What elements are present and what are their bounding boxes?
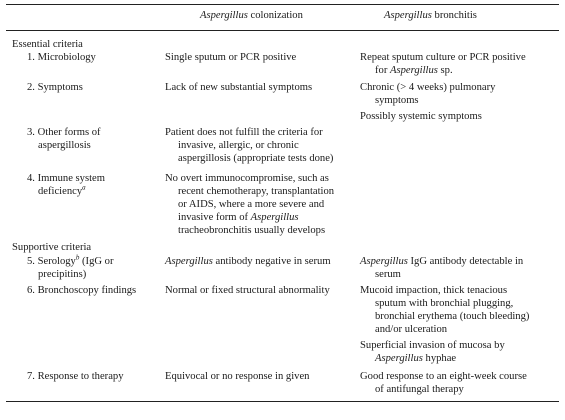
bronchitis-bronchoscopy-line2: sputum with bronchial plugging, — [375, 298, 514, 309]
colonization-other-forms-line2: invasive, allergic, or chronic — [178, 140, 299, 151]
criterion-other-forms-line1: 3. Other forms of — [27, 127, 101, 138]
criterion-microbiology: 1. Microbiology — [27, 52, 96, 63]
bronchitis-microbiology-line1: Repeat sputum culture or PCR positive — [360, 52, 526, 63]
header-colonization: Aspergillus colonization — [200, 10, 303, 21]
criterion-therapy: 7. Response to therapy — [27, 371, 124, 382]
bronchitis-serology-line2: serum — [375, 269, 401, 280]
colonization-immune-line2: recent chemotherapy, transplantation — [178, 186, 335, 197]
bronchitis-symptoms-line1: Chronic (> 4 weeks) pulmonary — [360, 82, 496, 93]
bronchitis-bronchoscopy-line6: Aspergillus hyphae — [375, 353, 457, 364]
colonization-immune-line5: tracheobronchitis usually develops — [178, 225, 326, 236]
criterion-symptoms: 2. Symptoms — [27, 82, 83, 93]
header-bronchitis: Aspergillus bronchitis — [384, 10, 477, 21]
bronchitis-symptoms-line3: Possibly systemic symptoms — [360, 111, 482, 122]
criterion-immune-line2: deficiency$^a$ — [38, 183, 86, 197]
colonization-bronchoscopy: Normal or fixed structural abnormality — [165, 285, 330, 296]
top-rule — [6, 4, 559, 5]
colonization-other-forms-line3: aspergillosis (appropriate tests done) — [178, 153, 334, 164]
criterion-serology-line2: precipitins) — [38, 269, 87, 280]
criterion-bronchoscopy: 6. Bronchoscopy findings — [27, 285, 137, 296]
colonization-immune-line3: or AIDS, where a more severe and — [178, 199, 325, 210]
bronchitis-bronchoscopy-line1: Mucoid impaction, thick tenacious — [360, 285, 508, 296]
colonization-immune-line4: invasive form of Aspergillus — [178, 212, 299, 223]
colonization-therapy: Equivocal or no response in given — [165, 371, 310, 382]
bronchitis-therapy-line1: Good response to an eight-week course — [360, 371, 527, 382]
section-supportive: Supportive criteria — [12, 242, 92, 253]
colonization-serology: Aspergillus antibody negative in serum — [165, 256, 331, 267]
bronchitis-bronchoscopy-line5: Superficial invasion of mucosa by — [360, 340, 505, 351]
criterion-serology-line1: 5. Serology$^b$ (IgG or — [27, 253, 114, 267]
colonization-other-forms-line1: Patient does not fulfill the criteria for — [165, 127, 323, 138]
bronchitis-bronchoscopy-line4: and/or ulceration — [375, 324, 448, 335]
colonization-microbiology: Single sputum or PCR positive — [165, 52, 297, 63]
bronchitis-serology-line1: Aspergillus IgG antibody detectable in — [360, 256, 524, 267]
section-essential: Essential criteria — [12, 39, 83, 50]
criterion-other-forms-line2: aspergillosis — [38, 140, 91, 151]
colonization-immune-line1: No overt immunocompromise, such as — [165, 173, 329, 184]
colonization-symptoms: Lack of new substantial symptoms — [165, 82, 313, 93]
bronchitis-symptoms-line2: symptoms — [375, 95, 419, 106]
bronchitis-therapy-line2: of antifungal therapy — [375, 384, 464, 395]
criterion-immune-line1: 4. Immune system — [27, 173, 105, 184]
bottom-rule — [6, 401, 559, 402]
header-rule — [6, 30, 559, 31]
bronchitis-microbiology-line2: for Aspergillus sp. — [375, 65, 453, 76]
bronchitis-bronchoscopy-line3: bronchial erythema (touch bleeding) — [375, 311, 530, 322]
